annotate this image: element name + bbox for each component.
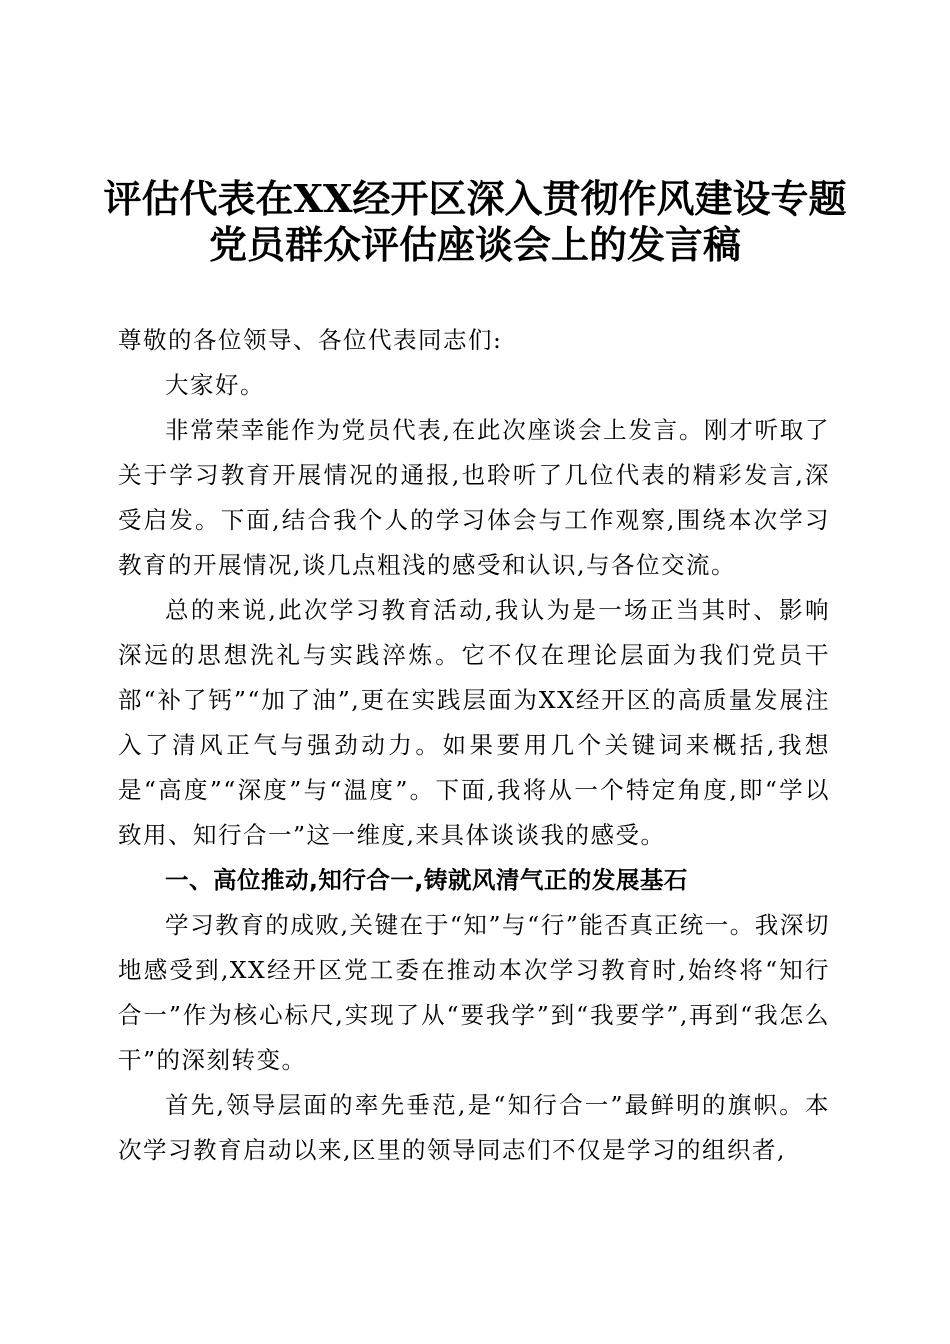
document-body: [118, 318, 830, 1173]
document-title-line-1: 评估代表在XX经开区深入贯彻作风建设专题: [103, 176, 847, 221]
salutation: 尊敬的各位领导、各位代表同志们:: [118, 326, 503, 354]
paragraph-2: 总的来说,此次学习教育活动,我认为是一场正当其时、影响深远的思想洗礼与实践淬炼。它不仅在理论层面为我们党员干部“补了钙”“加了油”,更在实践层面为XX经开区的高质量发展注入了清风正气与强劲动力。如果要用几个关键词来概括,我想是“高度”“深度”与“温度”。下面,我将从一个特定角度,即“学以致用、知行合一”这一维度,来具体谈谈我的感受。: [118, 596, 830, 849]
paragraph-3: 学习教育的成败,关键在于“知”与“行”能否真正统一。我深切地感受到,XX经开区党工委在推动本次学习教育时,始终将“知行合一”作为核心标尺,实现了从“要我学”到“我要学”,再到“我怎么干”的深刻转变。: [118, 911, 830, 1074]
section-1-heading: 一、高位推动,知行合一,铸就风清气正的发展基石: [165, 866, 688, 894]
document-title-line-2: 党员群众评估座谈会上的发言稿: [208, 222, 741, 267]
paragraph-1: 非常荣幸能作为党员代表,在此次座谈会上发言。刚才听取了关于学习教育开展情况的通报,也聆听了几位代表的精彩发言,深受启发。下面,结合我个人的学习体会与工作观察,围绕本次学习教育的开展情况,谈几点粗浅的感受和认识,与各位交流。: [118, 416, 830, 579]
greeting: 大家好。: [165, 371, 265, 399]
paragraph-4: 首先,领导层面的率先垂范,是“知行合一”最鲜明的旗帜。本次学习教育启动以来,区里的领导同志们不仅是学习的组织者,: [118, 1091, 830, 1164]
